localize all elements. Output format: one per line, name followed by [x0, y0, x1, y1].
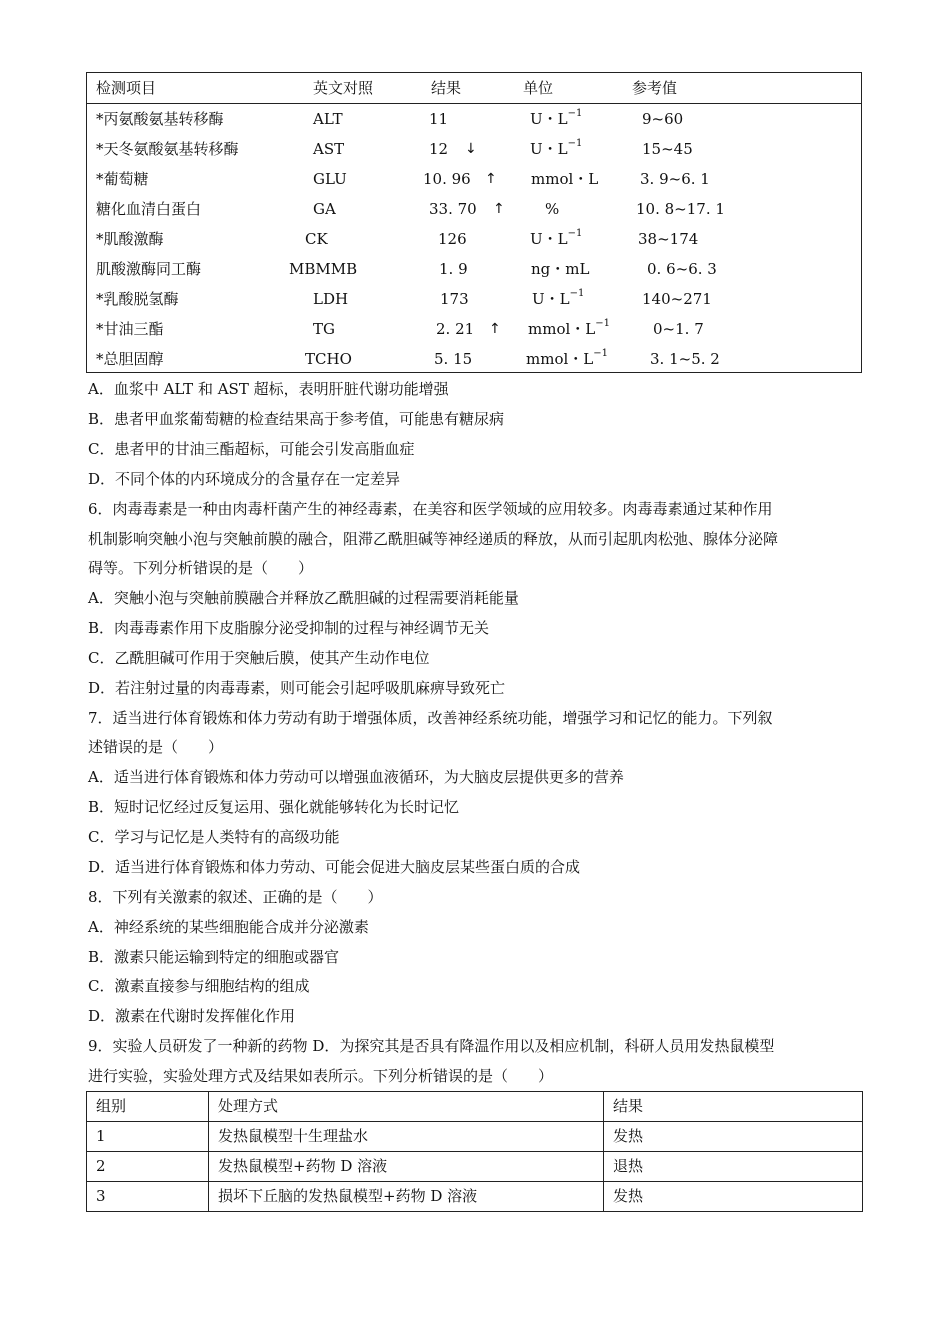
lab-unit: mmol・L — [531, 170, 599, 188]
up-arrow-icon: ↑ — [493, 201, 505, 217]
lab-english: CK — [305, 230, 328, 248]
lab-english: TG — [313, 320, 335, 338]
lab-row — [87, 344, 861, 374]
lab-item: *总胆固醇 — [96, 350, 164, 368]
lab-row — [87, 134, 861, 164]
lab-item: *丙氨酸氨基转移酶 — [96, 110, 224, 128]
q7-option-c: C．学习与记忆是人类特有的高级功能 — [88, 828, 340, 846]
lab-table-header — [87, 73, 861, 104]
lab-result: 2. 21 — [436, 320, 475, 338]
lab-reference: 140~271 — [642, 290, 712, 308]
group-cell: 1 — [87, 1122, 209, 1152]
lab-result: 5. 15 — [434, 350, 473, 368]
lab-english: ALT — [313, 110, 343, 128]
lab-unit: ng・mL — [531, 260, 590, 278]
lab-reference: 9~60 — [642, 110, 684, 128]
lab-english: GLU — [313, 170, 347, 188]
lab-unit: U・$L^{-1}$ — [530, 138, 583, 158]
q5-option-c: C．患者甲的甘油三酯超标，可能会引发高脂血症 — [88, 440, 415, 458]
q6-stem-line: 6．肉毒毒素是一种由肉毒杆菌产生的神经毒素，在美容和医学领域的应用较多。肉毒毒素通过某种作用 — [88, 500, 773, 518]
table-row — [87, 1152, 863, 1182]
lab-result: 33. 70 — [429, 200, 477, 218]
q7-option-a: A．适当进行体育锻炼和体力劳动可以增强血液循环，为大脑皮层提供更多的营养 — [88, 768, 624, 786]
q9-stem-line: 进行实验，实验处理方式及结果如表所示。下列分析错误的是（ ） — [88, 1067, 554, 1085]
lab-row — [87, 224, 861, 254]
result-cell: 发热 — [604, 1182, 863, 1212]
lab-item: *甘油三酯 — [96, 320, 164, 338]
q9-stem-line: 9．实验人员研发了一种新的药物 D．为探究其是否具有降温作用以及相应机制，科研人员用发热鼠模型 — [88, 1037, 775, 1055]
method-cell: 发热鼠模型+药物 D 溶液 — [209, 1152, 604, 1182]
lab-english: LDH — [313, 290, 349, 308]
lab-english: MBMMB — [289, 260, 358, 278]
lab-english: TCHO — [305, 350, 352, 368]
result-cell: 发热 — [604, 1122, 863, 1152]
lab-unit: U・$L^{-1}$ — [530, 108, 583, 128]
q8-option-c: C．激素直接参与细胞结构的组成 — [88, 977, 310, 995]
header-unit: 单位 — [523, 79, 554, 97]
lab-unit: U・$L^{-1}$ — [530, 228, 583, 248]
q7-stem-line: 述错误的是（ ） — [88, 738, 224, 756]
header-item: 检测项目 — [96, 79, 157, 97]
header-english: 英文对照 — [313, 79, 374, 97]
lab-row — [87, 164, 861, 194]
lab-row — [87, 104, 861, 134]
q5-option-d: D．不同个体的内环境成分的含量存在一定差异 — [88, 470, 401, 488]
lab-row — [87, 194, 861, 224]
lab-unit: mmol・$L^{-1}$ — [526, 348, 608, 368]
lab-english: GA — [313, 200, 336, 218]
q7-option-d: D．适当进行体育锻炼和体力劳动、可能会促进大脑皮层某些蛋白质的合成 — [88, 858, 581, 876]
lab-row — [87, 254, 861, 284]
q8-stem-line: 8．下列有关激素的叙述、正确的是（ ） — [88, 888, 383, 906]
lab-result: 11 — [429, 110, 449, 128]
result-cell: 退热 — [604, 1152, 863, 1182]
table-row — [87, 1182, 863, 1212]
lab-reference: 3. 1~5. 2 — [650, 350, 720, 368]
lab-item: *葡萄糖 — [96, 170, 149, 188]
lab-item: *肌酸激酶 — [96, 230, 164, 248]
lab-reference: 3. 9~6. 1 — [640, 170, 710, 188]
q6-option-d: D．若注射过量的肉毒毒素，则可能会引起呼吸肌麻痹导致死亡 — [88, 679, 506, 697]
header-group: 组别 — [87, 1092, 209, 1122]
lab-english: AST — [313, 140, 345, 158]
lab-results-table — [86, 72, 862, 373]
q6-option-c: C．乙酰胆碱可作用于突触后膜，使其产生动作电位 — [88, 649, 430, 667]
q6-stem-line: 碍等。下列分析错误的是（ ） — [88, 559, 314, 577]
experiment-table — [86, 1091, 863, 1212]
lab-item: *天冬氨酸氨基转移酶 — [96, 140, 239, 158]
lab-item: *乳酸脱氢酶 — [96, 290, 179, 308]
lab-item: 肌酸激酶同工酶 — [96, 260, 202, 278]
q8-option-a: A．神经系统的某些细胞能合成并分泌激素 — [88, 918, 369, 936]
q6-option-b: B．肉毒毒素作用下皮脂腺分泌受抑制的过程与神经调节无关 — [88, 619, 490, 637]
table-row — [87, 1122, 863, 1152]
lab-reference: 10. 8~17. 1 — [636, 200, 725, 218]
lab-result: 1. 9 — [439, 260, 468, 278]
q8-option-d: D．激素在代谢时发挥催化作用 — [88, 1007, 296, 1025]
q7-stem-line: 7．适当进行体育锻炼和体力劳动有助于增强体质，改善神经系统功能，增强学习和记忆的能力。下列叙 — [88, 709, 773, 727]
lab-result: 173 — [440, 290, 469, 308]
experiment-table-header — [87, 1092, 863, 1122]
lab-row — [87, 314, 861, 344]
lab-reference: 0~1. 7 — [653, 320, 704, 338]
method-cell: 发热鼠模型十生理盐水 — [209, 1122, 604, 1152]
lab-reference: 0. 6~6. 3 — [647, 260, 717, 278]
group-cell: 3 — [87, 1182, 209, 1212]
down-arrow-icon: ↓ — [465, 141, 477, 157]
lab-result: 126 — [438, 230, 467, 248]
header-result: 结果 — [604, 1092, 863, 1122]
q5-option-b: B．患者甲血浆葡萄糖的检查结果高于参考值，可能患有糖尿病 — [88, 410, 505, 428]
lab-row — [87, 284, 861, 314]
lab-result: 12 — [429, 140, 449, 158]
q5-option-a: A．血浆中 ALT 和 AST 超标，表明肝脏代谢功能增强 — [88, 380, 449, 398]
lab-reference: 15~45 — [642, 140, 693, 158]
method-cell: 损坏下丘脑的发热鼠模型+药物 D 溶液 — [209, 1182, 604, 1212]
header-result: 结果 — [431, 79, 462, 97]
group-cell: 2 — [87, 1152, 209, 1182]
lab-result: 10. 96 — [423, 170, 471, 188]
lab-unit: U・$L^{-1}$ — [532, 288, 585, 308]
header-method: 处理方式 — [209, 1092, 604, 1122]
up-arrow-icon: ↑ — [485, 171, 497, 187]
q6-option-a: A．突触小泡与突触前膜融合并释放乙酰胆碱的过程需要消耗能量 — [88, 589, 519, 607]
lab-unit: mmol・$L^{-1}$ — [528, 318, 610, 338]
lab-reference: 38~174 — [638, 230, 699, 248]
header-reference: 参考值 — [632, 79, 678, 97]
q8-option-b: B．激素只能运输到特定的细胞或器官 — [88, 948, 340, 966]
lab-unit: % — [545, 200, 560, 218]
lab-item: 糖化血清白蛋白 — [96, 200, 202, 218]
q7-option-b: B．短时记忆经过反复运用、强化就能够转化为长时记忆 — [88, 798, 460, 816]
up-arrow-icon: ↑ — [489, 321, 501, 337]
q6-stem-line: 机制影响突触小泡与突触前膜的融合，阻滞乙酰胆碱等神经递质的释放，从而引起肌肉松弛、腺体分泌障 — [88, 530, 779, 548]
